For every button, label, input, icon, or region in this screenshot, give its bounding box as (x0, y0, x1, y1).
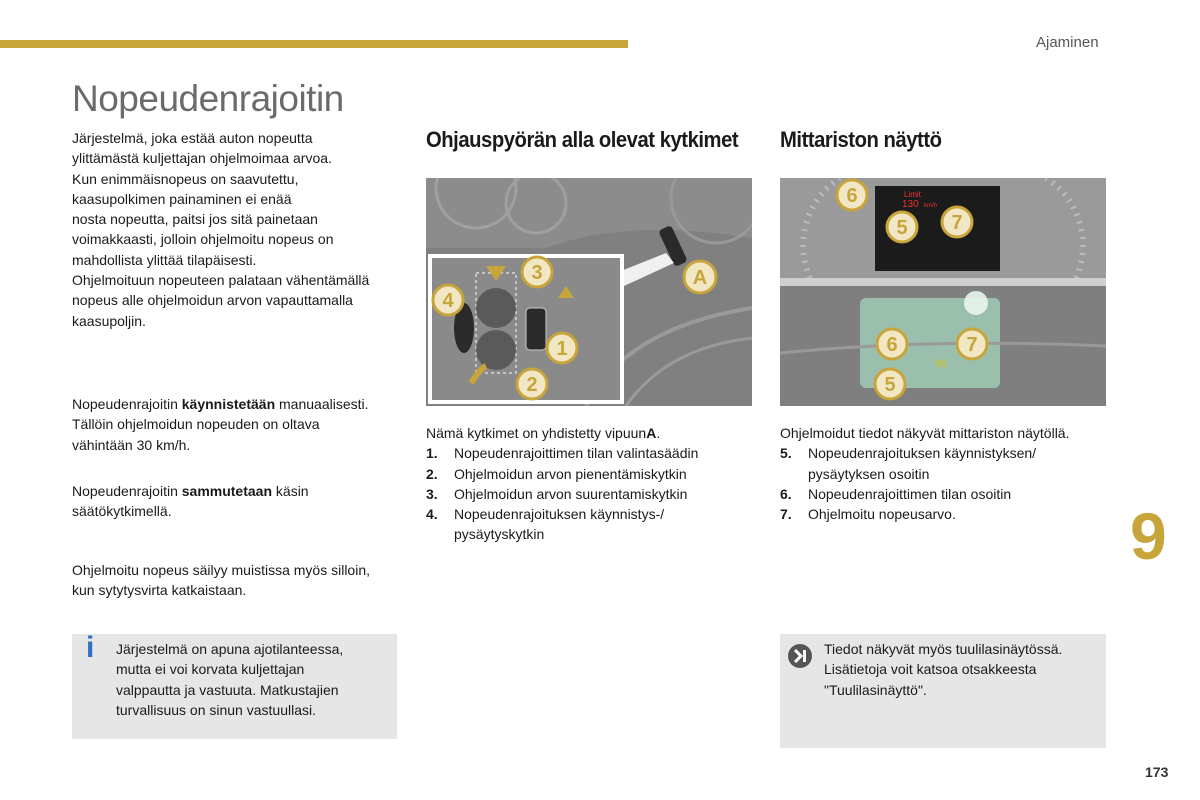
label-5-top: 5 (896, 217, 908, 239)
list-item: 5. Nopeudenrajoituksen käynnistyksen/ pysäytyksen osoitin (780, 445, 1037, 482)
info-box-hud: Tiedot näkyvät myös tuulilasinäytössä. Lisätietoja voit katsoa otsakkeesta "Tuulilasinäyttö". (780, 634, 1106, 748)
label-2: 2 (526, 374, 538, 396)
memory-paragraph: Ohjelmoitu nopeus säilyy muistissa myös silloin, kun sytytysvirta katkaistaan. (72, 562, 370, 599)
activation-paragraph: Nopeudenrajoitin käynnistetään manuaalisesti. Tällöin ohjelmoidun nopeuden on oltava vähintään 30 km/h. (72, 396, 369, 453)
display-heading: Mittariston näyttö (780, 127, 942, 152)
screen-limit-label: Limit (904, 190, 921, 199)
instrument-display-illustration (780, 178, 1106, 406)
controls-heading: Ohjauspyörän alla olevat kytkimet (426, 127, 739, 152)
info-box-safety: i Järjestelmä on apuna ajotilanteessa, mutta ei voi korvata kuljettajan valppautta ja vastuuta. Matkustajien turvallisuus on sinun vastuullasi. (72, 634, 397, 739)
list-item: 7. Ohjelmoitu nopeusarvo. (780, 506, 956, 523)
chapter-number: 9 (1130, 499, 1167, 573)
hud-reference-icon (788, 644, 812, 668)
list-item: 3. Ohjelmoidun arvon suurentamiskytkin (426, 485, 688, 502)
list-item: 2. Ohjelmoidun arvon pienentämiskytkin (426, 465, 687, 482)
screen-unit: km/h (924, 203, 938, 209)
intro-paragraph: Järjestelmä, joka estää auton nopeutta ylittämästä kuljettajan ohjelmoimaa arvoa. Kun enimmäisnopeus on saavutettu, kaasupolkimen painaminen ei enää nosta nopeutta, paitsi jos sitä painetaan voimakkaasti, jolloin ohjelmoitu nopeus on mahdollista ylittää tilapäisesti. Ohjelmoituun nopeuteen palataan vähentämällä nopeus alle ohjelmoidun arvon vapauttamalla kaasupoljin. (72, 130, 370, 329)
label-a: A (692, 267, 708, 289)
page-number: 173 (1145, 764, 1169, 780)
section-title: Ajaminen (1036, 34, 1099, 51)
controls-list: Nämä kytkimet on yhdistetty vipuun A . 1. Nopeudenrajoittimen tilan valintasäädin 2. Ohjelmoidun arvon pienentämiskytkin 3. Ohjelmoidun arvon suurentamiskytkin 4. Nopeudenrajoituksen käynnistys-/ pysäytyskytkin (426, 423, 756, 545)
screen-speed: 130 (902, 199, 919, 210)
info-icon: i (86, 631, 95, 664)
label-3: 3 (531, 262, 543, 284)
deactivation-paragraph: Nopeudenrajoitin sammutetaan käsin säätökytkimellä. (72, 483, 309, 520)
label-4: 4 (442, 290, 454, 312)
label-7-top: 7 (951, 212, 963, 234)
display-list: Ohjelmoidut tiedot näkyvät mittariston näytöllä. 5. Nopeudenrajoituksen käynnistyksen/ pysäytyksen osoitin 6. Nopeudenrajoittimen tilan osoitin 7. Ohjelmoitu nopeusarvo. (780, 423, 1110, 524)
list-item: 6. Nopeudenrajoittimen tilan osoitin (780, 485, 1012, 502)
label-5-bottom: 5 (884, 374, 896, 396)
list-item: 1. Nopeudenrajoittimen tilan valintasäädin (426, 445, 699, 462)
label-7-bottom: 7 (966, 334, 978, 356)
label-1: 1 (556, 338, 568, 360)
list-item: 4. Nopeudenrajoituksen käynnistys-/ pysäytyskytkin (426, 506, 665, 543)
label-6-bottom: 6 (886, 334, 898, 356)
hud-speed: 90 (935, 358, 948, 370)
label-6-top: 6 (846, 185, 858, 207)
steering-switches-illustration (426, 178, 752, 406)
page-title: Nopeudenrajoitin (72, 78, 344, 119)
header-accent-bar (0, 40, 628, 48)
